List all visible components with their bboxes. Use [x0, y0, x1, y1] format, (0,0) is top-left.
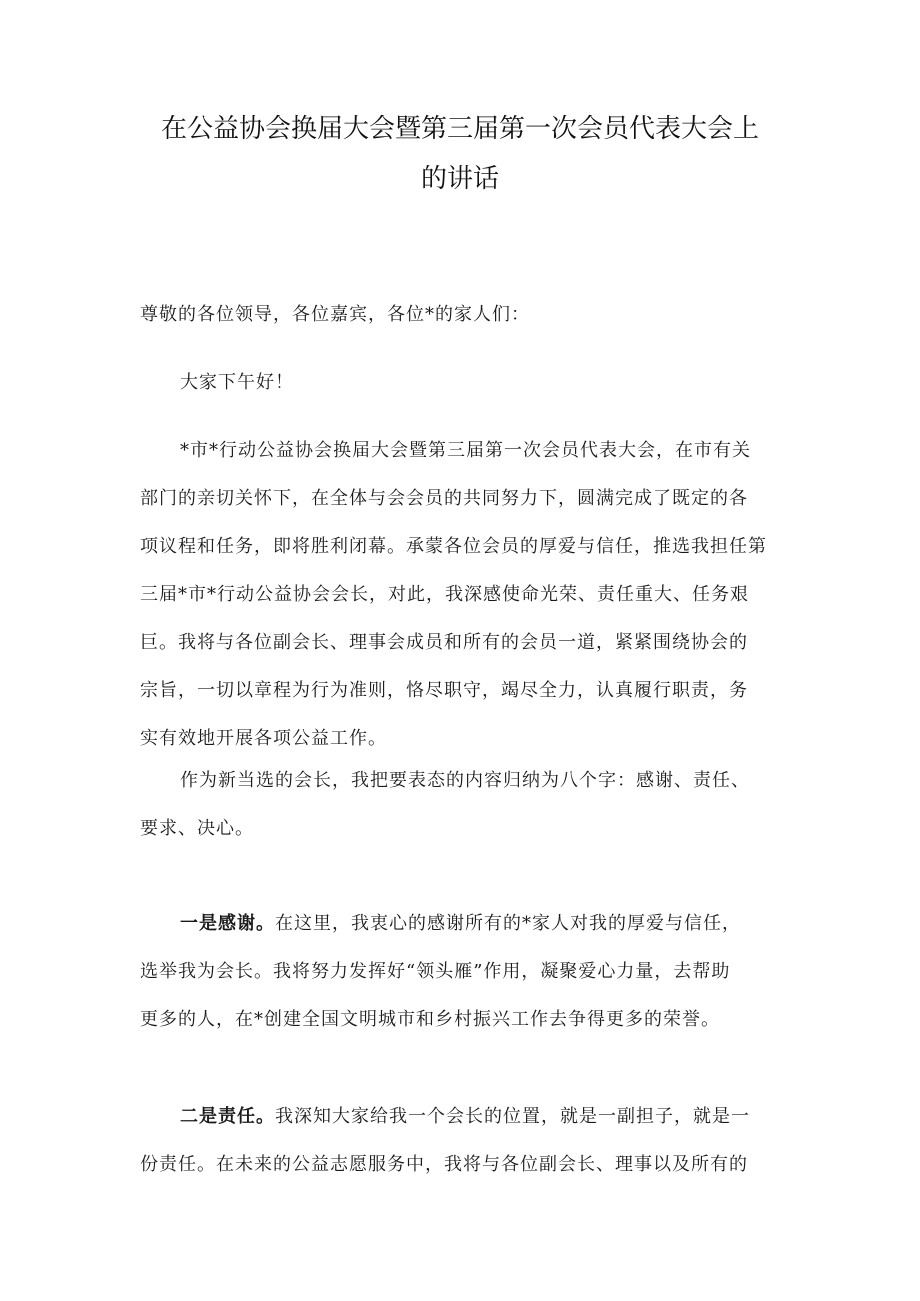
paragraph-line	[140, 1093, 800, 1141]
paragraph-1	[140, 427, 800, 763]
paragraph-line: 更多的人，在*创建全国文明城市和乡村振兴工作去争得更多的荣誉。	[140, 1009, 720, 1030]
title-line-2: 的讲话	[420, 164, 499, 194]
paragraph-line: 部门的亲切关怀下，在全体与会会员的共同努力下，圆满完成了既定的各	[140, 488, 748, 509]
section-heading: 二是责任。	[180, 1106, 275, 1127]
paragraph-3	[140, 900, 800, 1044]
paragraph-text: 我深知大家给我一个会长的位置，就是一副担子，就是一	[275, 1106, 750, 1127]
salutation	[140, 291, 800, 339]
paragraph-line	[140, 900, 800, 948]
title-line-1: 在公益协会换届大会暨第三届第一次会员代表大会上	[160, 114, 759, 144]
paragraph-line: 选举我为会长。我将努力发挥好“领头雁”作用，凝聚爱心力量，去帮助	[140, 961, 731, 982]
paragraph-line: 作为新当选的会长，我把要表态的内容归纳为八个字：感谢、责任、	[180, 770, 750, 791]
paragraph-line: 巨。我将与各位副会长、理事会成员和所有的会员一道，紧紧围绕协会的	[140, 632, 748, 653]
paragraph-line: 份责任。在未来的公益志愿服务中，我将与各位副会长、理事以及所有的	[140, 1154, 748, 1175]
document-title	[120, 104, 800, 204]
paragraph-line: 项议程和任务，即将胜利闭幕。承蒙各位会员的厚爱与信任，推选我担任第	[140, 536, 767, 557]
paragraph-line: 三届*市*行动公益协会会长，对此，我深感使命光荣、责任重大、任务艰	[140, 584, 749, 605]
paragraph-2	[140, 757, 800, 853]
paragraph-text: 在这里，我衷心的感谢所有的*家人对我的厚爱与信任，	[275, 913, 741, 934]
paragraph-line: 宗旨，一切以章程为行为准则，恪尽职守，竭尽全力，认真履行职责，务	[140, 680, 748, 701]
greeting	[140, 359, 800, 407]
salutation-text: 尊敬的各位领导，各位嘉宾，各位*的家人们：	[140, 304, 530, 325]
greeting-text: 大家下午好！	[180, 372, 294, 393]
section-heading: 一是感谢。	[180, 913, 275, 934]
paragraph-line: *市*行动公益协会换届大会暨第三届第一次会员代表大会，在市有关	[180, 440, 751, 461]
paragraph-line: 要求、决心。	[140, 818, 254, 839]
paragraph-line: 实有效地开展各项公益工作。	[140, 728, 387, 749]
paragraph-4	[140, 1093, 800, 1189]
